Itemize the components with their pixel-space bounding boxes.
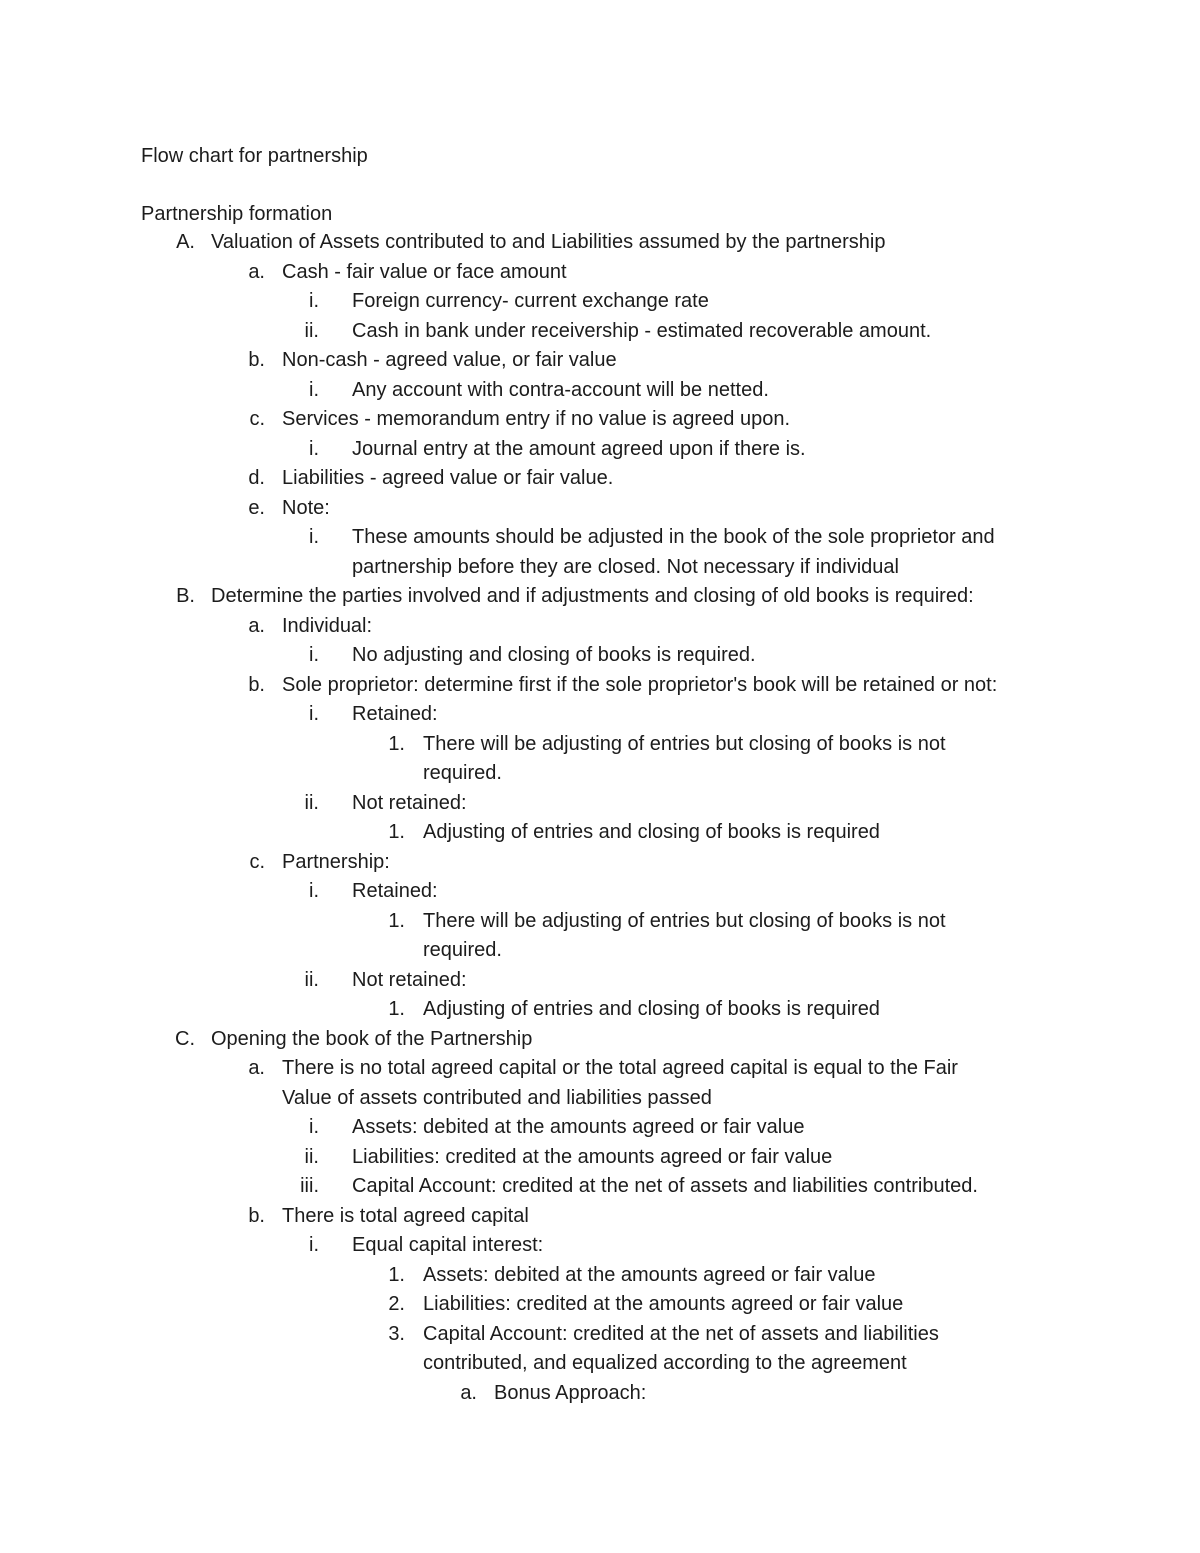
outline-item <box>0 1143 1200 1173</box>
outline-item <box>0 553 1200 583</box>
outline-marker: i. <box>309 437 319 460</box>
outline-text: Foreign currency- current exchange rate <box>352 290 709 312</box>
outline-marker: c. <box>249 850 265 873</box>
outline-text: Valuation of Assets contributed to and Liabilities assumed by the partnership <box>211 231 886 253</box>
outline-marker: a. <box>248 614 265 637</box>
outline-text: Partnership: <box>282 850 390 873</box>
outline-item <box>0 907 1200 937</box>
outline-marker: i. <box>309 644 319 666</box>
outline-marker: 1. <box>388 998 405 1020</box>
outline-item <box>0 730 1200 760</box>
outline-marker: 1. <box>388 1263 405 1286</box>
outline-marker: c. <box>249 408 265 430</box>
outline-item <box>0 523 1200 553</box>
outline-item <box>0 1084 1200 1114</box>
outline-text: Not retained: <box>352 968 467 991</box>
outline-marker: e. <box>248 496 265 519</box>
outline-item <box>0 818 1200 848</box>
outline-item <box>0 612 1200 642</box>
outline-text: Determine the parties involved and if adjustments and closing of old books is required: <box>211 585 974 607</box>
outline-marker: b. <box>248 1204 265 1227</box>
outline-item <box>0 346 1200 376</box>
outline-item <box>0 700 1200 730</box>
outline-marker: 1. <box>388 909 405 932</box>
outline-item <box>0 1290 1200 1320</box>
outline-item <box>0 1320 1200 1350</box>
outline-item <box>0 877 1200 907</box>
outline-text: Any account with contra-account will be netted. <box>352 378 769 401</box>
outline-text: Adjusting of entries and closing of books is required <box>423 821 880 843</box>
outline-text: Equal capital interest: <box>352 1234 544 1256</box>
outline-marker: i. <box>309 880 319 902</box>
outline-text: Adjusting of entries and closing of books is required <box>423 998 880 1020</box>
outline-text: Assets: debited at the amounts agreed or fair value <box>352 1116 805 1138</box>
outline-text: Bonus Approach: <box>494 1381 647 1404</box>
outline-text: Assets: debited at the amounts agreed or fair value <box>423 1263 876 1286</box>
outline-marker: ii. <box>304 1145 319 1168</box>
outline-marker: C. <box>175 1027 195 1050</box>
outline-text: Liabilities: credited at the amounts agreed or fair value <box>352 1145 833 1168</box>
outline-text: Cash - fair value or face amount <box>282 260 567 283</box>
outline-text: Liabilities - agreed value or fair value. <box>282 467 614 489</box>
outline-text: These amounts should be adjusted in the book of the sole proprietor and <box>352 526 995 548</box>
outline-text: contributed, and equalized according to the agreement <box>423 1352 907 1374</box>
outline-text: Retained: <box>352 703 438 725</box>
outline-marker: 2. <box>388 1293 405 1315</box>
outline-item <box>0 1379 1200 1409</box>
outline-marker: i. <box>309 1116 319 1138</box>
outline-marker: i. <box>309 290 319 312</box>
outline-item <box>0 435 1200 465</box>
outline-text: Value of assets contributed and liabilities passed <box>282 1086 712 1109</box>
outline-text: Sole proprietor: determine first if the sole proprietor's book will be retained or not: <box>282 673 998 696</box>
outline-item <box>0 1261 1200 1291</box>
outline-item <box>0 966 1200 996</box>
outline-text: Opening the book of the Partnership <box>211 1027 533 1050</box>
outline-item <box>0 1054 1200 1084</box>
outline-marker: A. <box>176 231 195 253</box>
outline-item <box>0 317 1200 347</box>
outline-marker: b. <box>248 673 265 696</box>
outline-item <box>0 1202 1200 1232</box>
document-title: Flow chart for partnership <box>141 145 368 167</box>
outline-item <box>0 1349 1200 1379</box>
outline-marker: a. <box>460 1381 477 1404</box>
outline-text: partnership before they are closed. Not necessary if individual <box>352 555 899 578</box>
outline-text: Individual: <box>282 614 373 637</box>
outline-item <box>0 1025 1200 1055</box>
outline-text: Note: <box>282 496 330 519</box>
outline-list <box>0 228 1200 1408</box>
outline-marker: 1. <box>388 821 405 843</box>
outline-text: required. <box>423 939 502 961</box>
outline-text: There is no total agreed capital or the total agreed capital is equal to the Fair <box>282 1057 958 1079</box>
outline-marker: i. <box>309 703 319 725</box>
outline-text: There is total agreed capital <box>282 1204 529 1227</box>
outline-text: Liabilities: credited at the amounts agreed or fair value <box>423 1293 904 1315</box>
outline-marker: a. <box>248 1057 265 1079</box>
outline-marker: b. <box>248 349 265 371</box>
outline-item <box>0 1231 1200 1261</box>
outline-text: Services - memorandum entry if no value is agreed upon. <box>282 408 791 430</box>
outline-item <box>0 995 1200 1025</box>
outline-item <box>0 376 1200 406</box>
outline-item <box>0 405 1200 435</box>
outline-item <box>0 848 1200 878</box>
outline-text: Capital Account: credited at the net of assets and liabilities contributed. <box>352 1175 978 1197</box>
outline-text: Not retained: <box>352 791 467 814</box>
outline-marker: i. <box>309 526 319 548</box>
outline-item <box>0 228 1200 258</box>
outline-item <box>0 464 1200 494</box>
outline-marker: ii. <box>304 968 319 991</box>
outline-item <box>0 936 1200 966</box>
outline-marker: ii. <box>304 791 319 814</box>
outline-marker: 1. <box>388 732 405 755</box>
outline-marker: iii. <box>300 1175 319 1197</box>
outline-item <box>0 1172 1200 1202</box>
outline-item <box>0 641 1200 671</box>
outline-marker: a. <box>248 260 265 283</box>
outline-marker: B. <box>176 585 195 607</box>
outline-marker: ii. <box>304 319 319 342</box>
outline-text: No adjusting and closing of books is required. <box>352 644 756 666</box>
outline-item <box>0 789 1200 819</box>
outline-marker: i. <box>309 378 319 401</box>
outline-text: Cash in bank under receivership - estimated recoverable amount. <box>352 319 932 342</box>
outline-text: required. <box>423 762 502 784</box>
outline-item <box>0 582 1200 612</box>
outline-marker: i. <box>309 1234 319 1256</box>
outline-text: Journal entry at the amount agreed upon if there is. <box>352 437 806 460</box>
outline-item <box>0 258 1200 288</box>
outline-item <box>0 1113 1200 1143</box>
outline-marker: 3. <box>388 1322 405 1345</box>
outline-text: Capital Account: credited at the net of assets and liabilities <box>423 1322 939 1345</box>
outline-item <box>0 494 1200 524</box>
outline-text: There will be adjusting of entries but closing of books is not <box>423 909 946 932</box>
section-heading: Partnership formation <box>141 203 333 225</box>
outline-item <box>0 671 1200 701</box>
outline-text: There will be adjusting of entries but closing of books is not <box>423 732 946 755</box>
outline-item <box>0 287 1200 317</box>
outline-text: Retained: <box>352 880 438 902</box>
outline-marker: d. <box>248 467 265 489</box>
outline-item <box>0 759 1200 789</box>
outline-text: Non-cash - agreed value, or fair value <box>282 349 617 371</box>
